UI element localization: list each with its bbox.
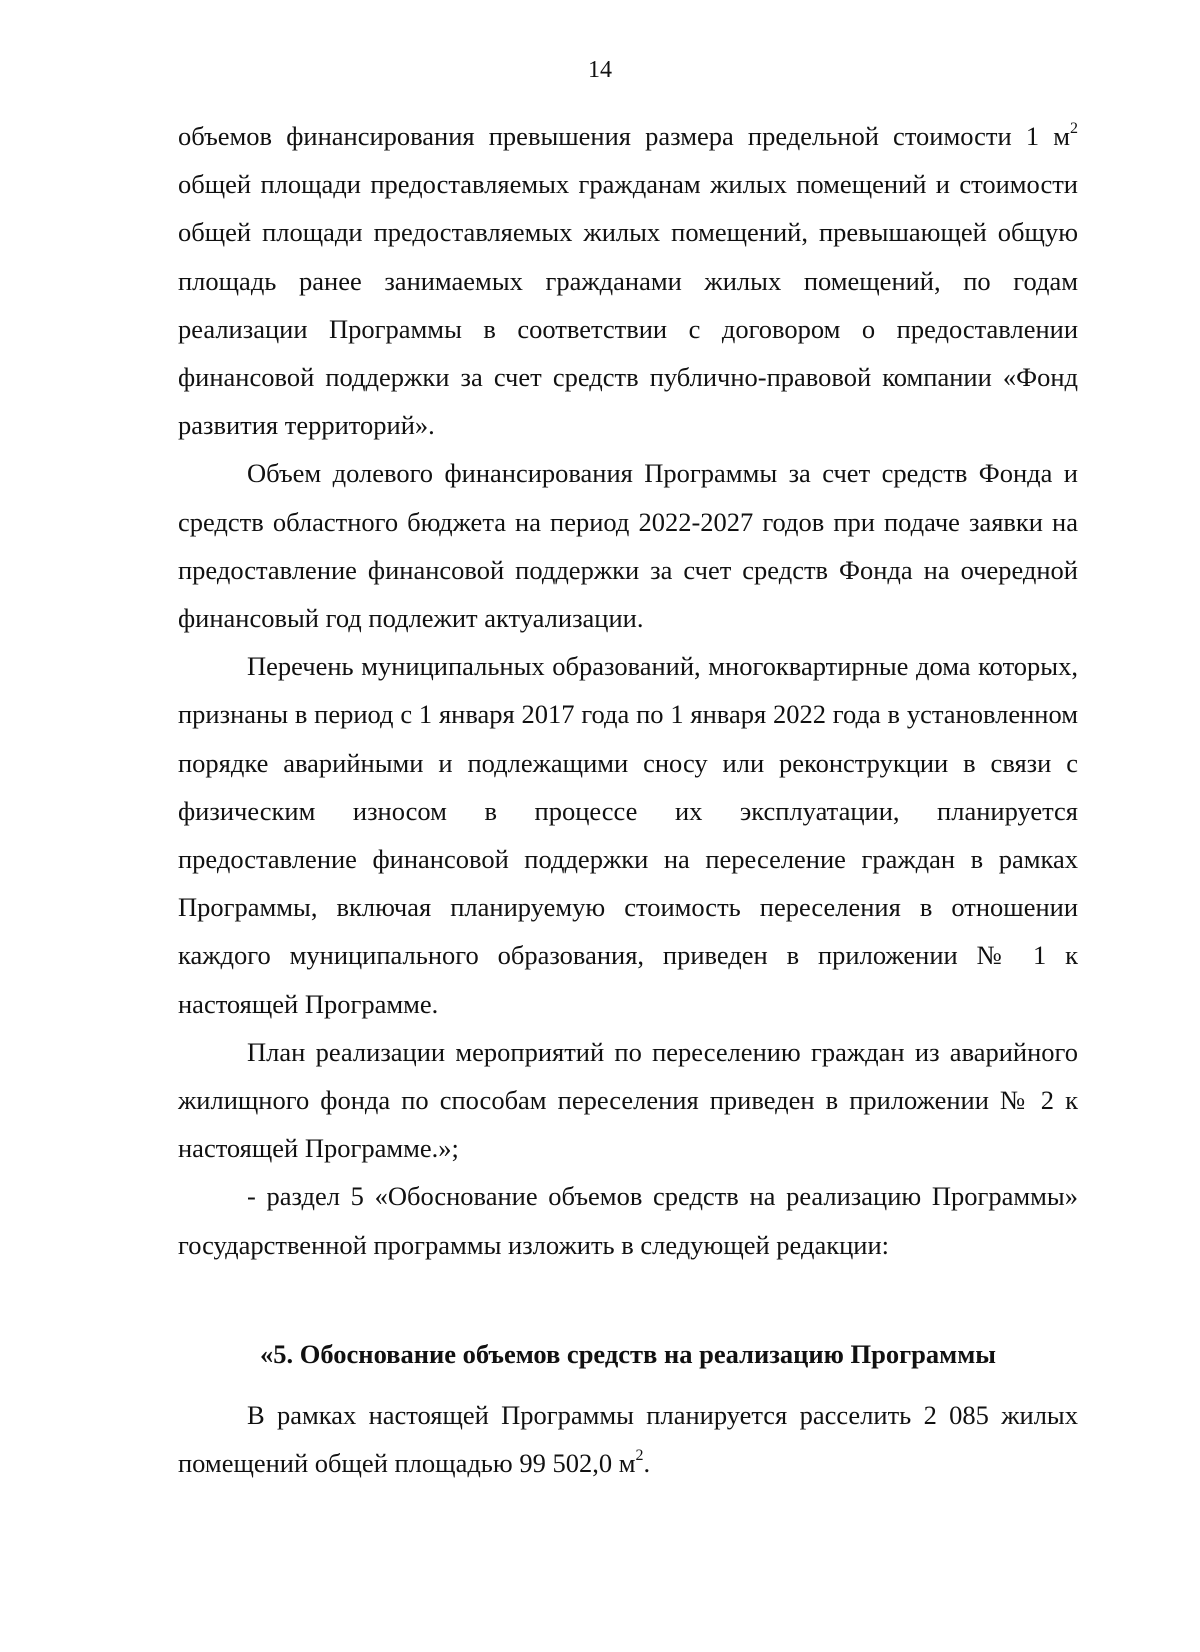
paragraph-implementation-plan: План реализации мероприятий по переселению граждан из аварийного жилищного фонда по способам переселения приведен в приложении № 2 к настоящей Программе.»; [178, 1036, 1078, 1164]
paragraph-text: В рамках настоящей Программы планируется расселить 2 085 жилых помещений общей площадью 99 502,0 м [178, 1400, 1078, 1479]
superscript: 2 [635, 1447, 644, 1465]
superscript: 2 [1070, 120, 1078, 138]
paragraph-text: общей площади предоставляемых гражданам жилых помещений и стоимости общей площади предоставляемых жилых помещений, превышающей общую площадь ранее занимаемых гражданами жилых помещений, по годам реализации Программы в соответствии с договором о предоставлении финансовой поддержки за счет средств публично-правовой компании «Фонд развития территорий». [178, 169, 1078, 441]
paragraph-financing-volumes [178, 112, 1078, 449]
section-5-body [178, 1391, 1078, 1487]
paragraph-text: . [643, 1448, 651, 1479]
paragraph-resettlement-total [178, 1391, 1078, 1487]
paragraph-text: объемов финансирования превышения размера предельной стоимости 1 м [178, 121, 1070, 151]
body-text [178, 112, 1078, 1269]
section-heading: «5. Обоснование объемов средств на реализацию Программы [260, 1339, 996, 1369]
paragraph-equity-financing: Объем долевого финансирования Программы за счет средств Фонда и средств областного бюджета на период 2022-2027 годов при подаче заявки на предоставление финансовой поддержки за счет средств Фонда на очередной финансовый год подлежит актуализации. [178, 458, 1078, 634]
paragraph-section-5-amendment: - раздел 5 «Обоснование объемов средств на реализацию Программы» государственной программы изложить в следующей редакции: [178, 1181, 1078, 1260]
page-number: 14 [588, 57, 612, 83]
paragraph-municipalities-list: Перечень муниципальных образований, многоквартирные дома которых, признаны в период с 1 января 2017 года по 1 января 2022 года в установленном порядке аварийными и подлежащими сносу или реконструкции в связи с физическим износом в процессе их эксплуатации, планируется предоставление финансовой поддержки на переселение граждан в рамках Программы, включая планируемую стоимость переселения в отношении каждого муниципального образования, приведен в приложении № 1 к настоящей Программе. [178, 651, 1078, 1019]
